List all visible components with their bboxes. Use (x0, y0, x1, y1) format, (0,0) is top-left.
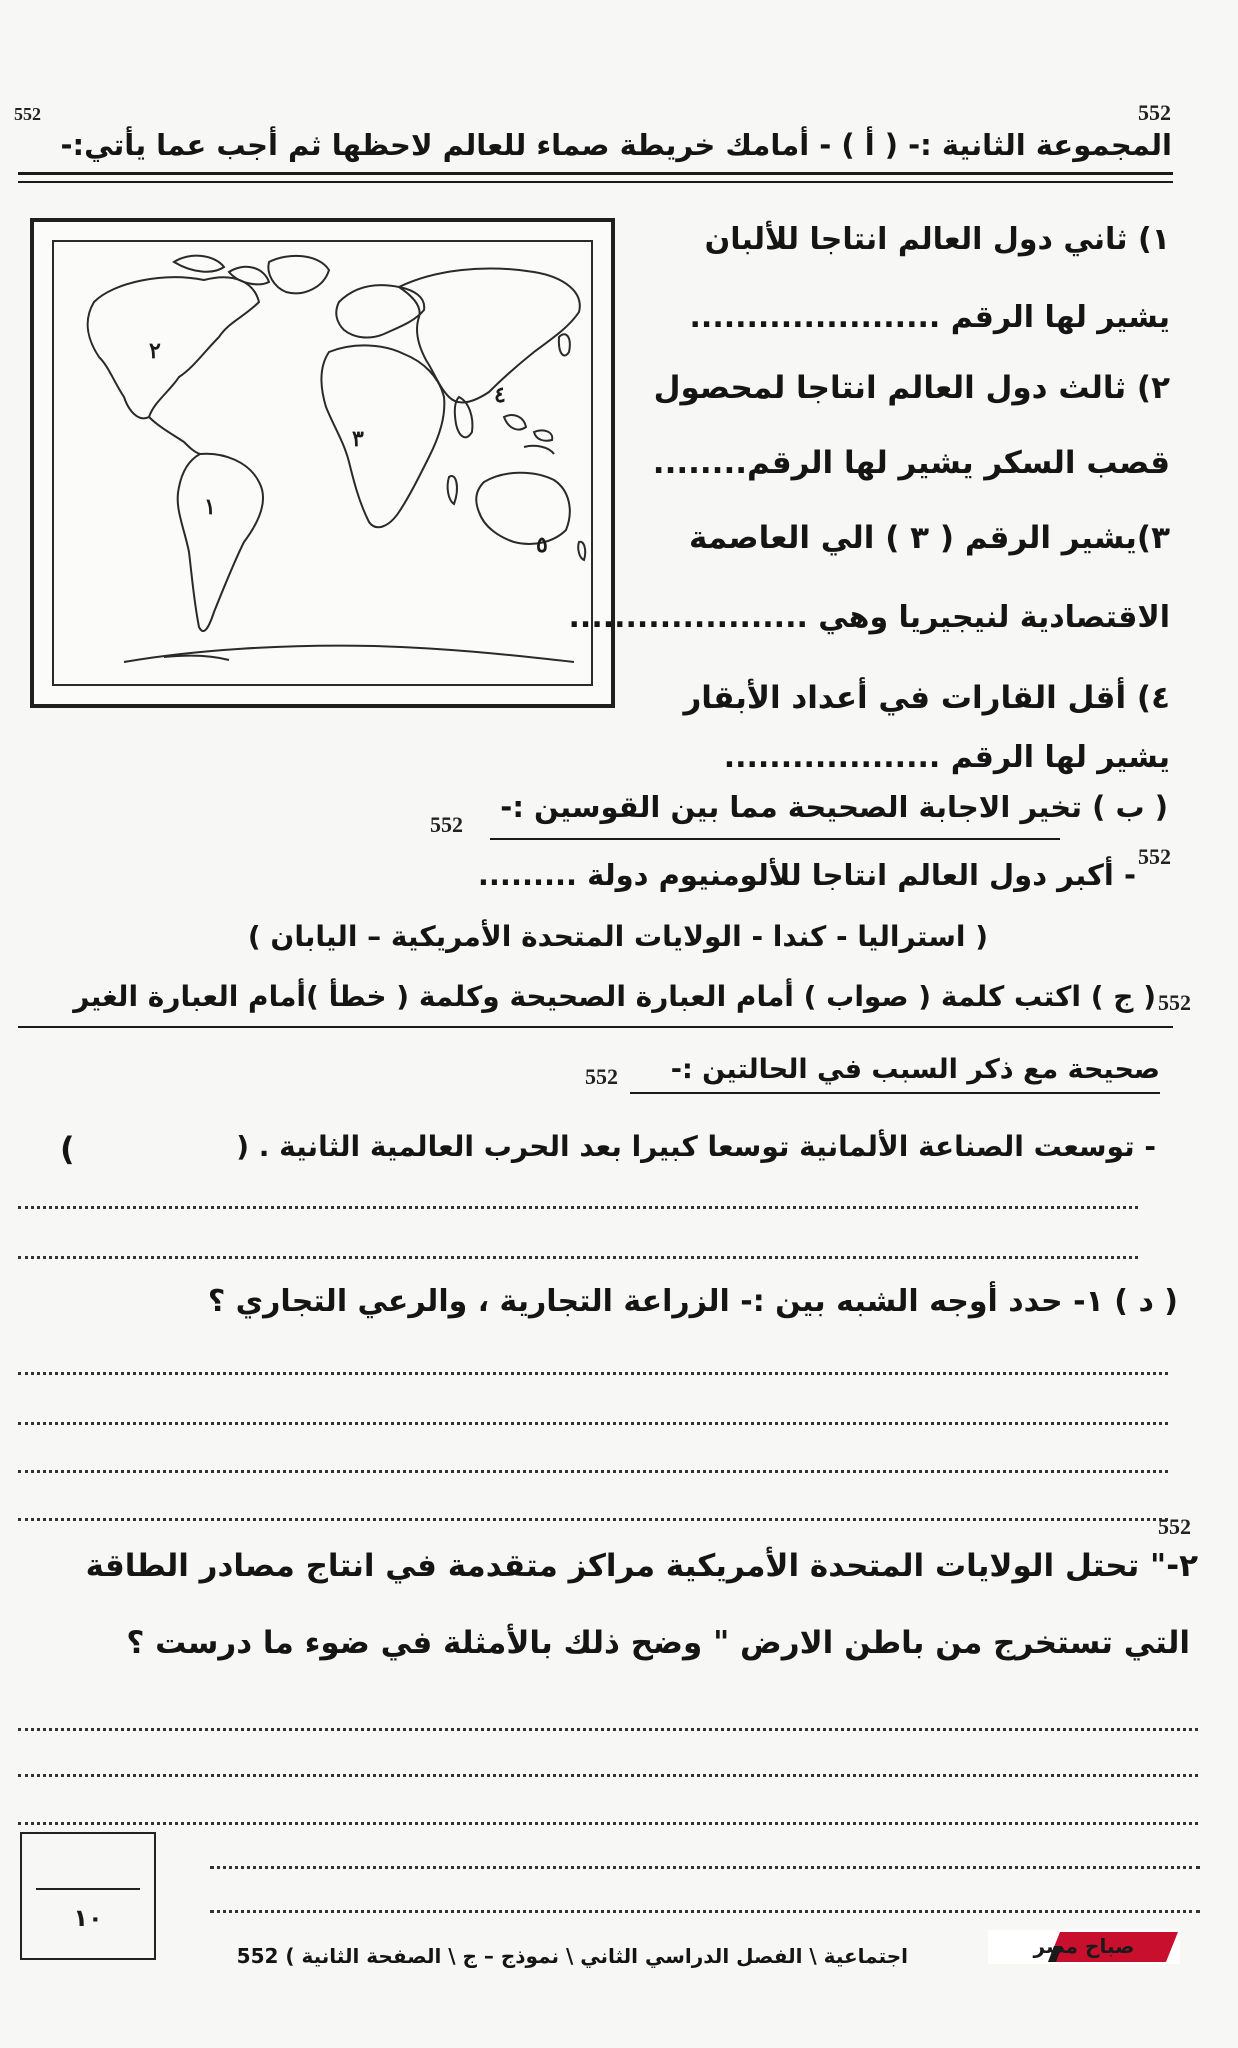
logo-text: صباح مصر (1033, 1934, 1135, 1958)
section-c-code: 552 (1158, 990, 1191, 1015)
question-2-code: 552 (1158, 1514, 1191, 1539)
section-c-code-2: 552 (585, 1064, 618, 1089)
map-number-1: ١ (204, 494, 216, 519)
q2-line1: ٢) ثالث دول العالم انتاجا لمحصول (653, 370, 1170, 406)
answer-line-q2-1[interactable] (18, 1728, 1198, 1731)
title-underline (18, 172, 1173, 175)
q1-line1: ١) ثاني دول العالم انتاجا للألبان (704, 222, 1170, 257)
section-b-code: 552 (430, 812, 463, 837)
answer-line-c1[interactable] (18, 1206, 1138, 1209)
question-2-line1: ٢-" تحتل الولايات المتحدة الأمريكية مراكز متقدمة في انتاج مصادر الطاقة (85, 1548, 1198, 1584)
section-title: المجموعة الثانية :- ( أ ) - أمامك خريطة صماء للعالم لاحظها ثم أجب عما يأتي:- (60, 128, 1172, 162)
question-2-line2: التي تستخرج من باطن الارض " وضح ذلك بالأمثلة في ضوء ما درست ؟ (126, 1625, 1190, 1661)
map-number-2: ٢ (149, 338, 161, 363)
section-c-title-line2: صحيحة مع ذكر السبب في الحالتين :- (670, 1054, 1160, 1085)
world-map-outline (54, 242, 591, 684)
answer-line-d2[interactable] (18, 1422, 1168, 1425)
map-number-3: ٣ (352, 426, 364, 451)
section-c-underline-2 (630, 1092, 1160, 1094)
q4-line1: ٤) أقل القارات في أعداد الأبقار (683, 680, 1170, 716)
q3-line2: الاقتصادية لنيجيريا وهي ..................... (568, 600, 1170, 635)
world-map (52, 240, 593, 686)
site-logo (988, 1930, 1180, 1964)
section-c-statement: - توسعت الصناعة الألمانية توسعا كبيرا بعد الحرب العالمية الثانية . ( (236, 1130, 1156, 1163)
page-code-top-right: 552 (1138, 100, 1171, 125)
page-code-top-left: 552 (14, 104, 41, 124)
section-c-paren-close: ) (60, 1130, 75, 1168)
section-d-question: ( د ) ١- حدد أوجه الشبه بين :- الزراعة التجارية ، والرعي التجاري ؟ (207, 1284, 1178, 1319)
answer-line-d1[interactable] (18, 1372, 1168, 1375)
score-value: ١٠ (73, 1904, 103, 1932)
footer-text: اجتماعية \ الفصل الدراسي الثاني \ نموذج – ج \ الصفحة الثانية ) 552 (236, 1944, 908, 1968)
section-b-underline (490, 838, 1060, 840)
answer-line-q2-2[interactable] (18, 1774, 1198, 1777)
score-divider (36, 1888, 140, 1890)
section-b-title: ( ب ) تخير الاجابة الصحيحة مما بين القوسين :- (500, 790, 1168, 824)
title-underline-2 (18, 181, 1173, 183)
q1-line2: يشير لها الرقم ...................... (689, 300, 1170, 335)
map-number-4: ٤ (494, 382, 506, 407)
section-c-title-line1: ( ج ) اكتب كلمة ( صواب ) أمام العبارة الصحيحة وكلمة ( خطأ )أمام العبارة الغير (73, 980, 1156, 1013)
answer-line-q2-5[interactable] (210, 1910, 1200, 1913)
score-box (20, 1832, 156, 1960)
answer-line-q2-4[interactable] (210, 1866, 1200, 1869)
world-map-frame (30, 218, 615, 708)
section-b-code-2: 552 (1138, 844, 1171, 869)
section-c-underline (18, 1026, 1173, 1028)
answer-line-q2-3[interactable] (18, 1822, 1198, 1825)
answer-line-d3[interactable] (18, 1470, 1168, 1473)
q2-line2: قصب السكر يشير لها الرقم........ (652, 445, 1170, 481)
q3-line1: ٣)يشير الرقم ( ٣ ) الي العاصمة (689, 520, 1170, 556)
section-b-options: ( استراليا - كندا - الولايات المتحدة الأمريكية – اليابان ) (247, 920, 988, 953)
q4-line2: يشير لها الرقم ................... (723, 740, 1170, 775)
map-number-5: ٥ (536, 532, 548, 557)
answer-line-c2[interactable] (18, 1256, 1138, 1259)
section-b-question: - أكبر دول العالم انتاجا للألومنيوم دولة ......... (477, 858, 1136, 892)
answer-line-d4[interactable] (18, 1518, 1168, 1521)
